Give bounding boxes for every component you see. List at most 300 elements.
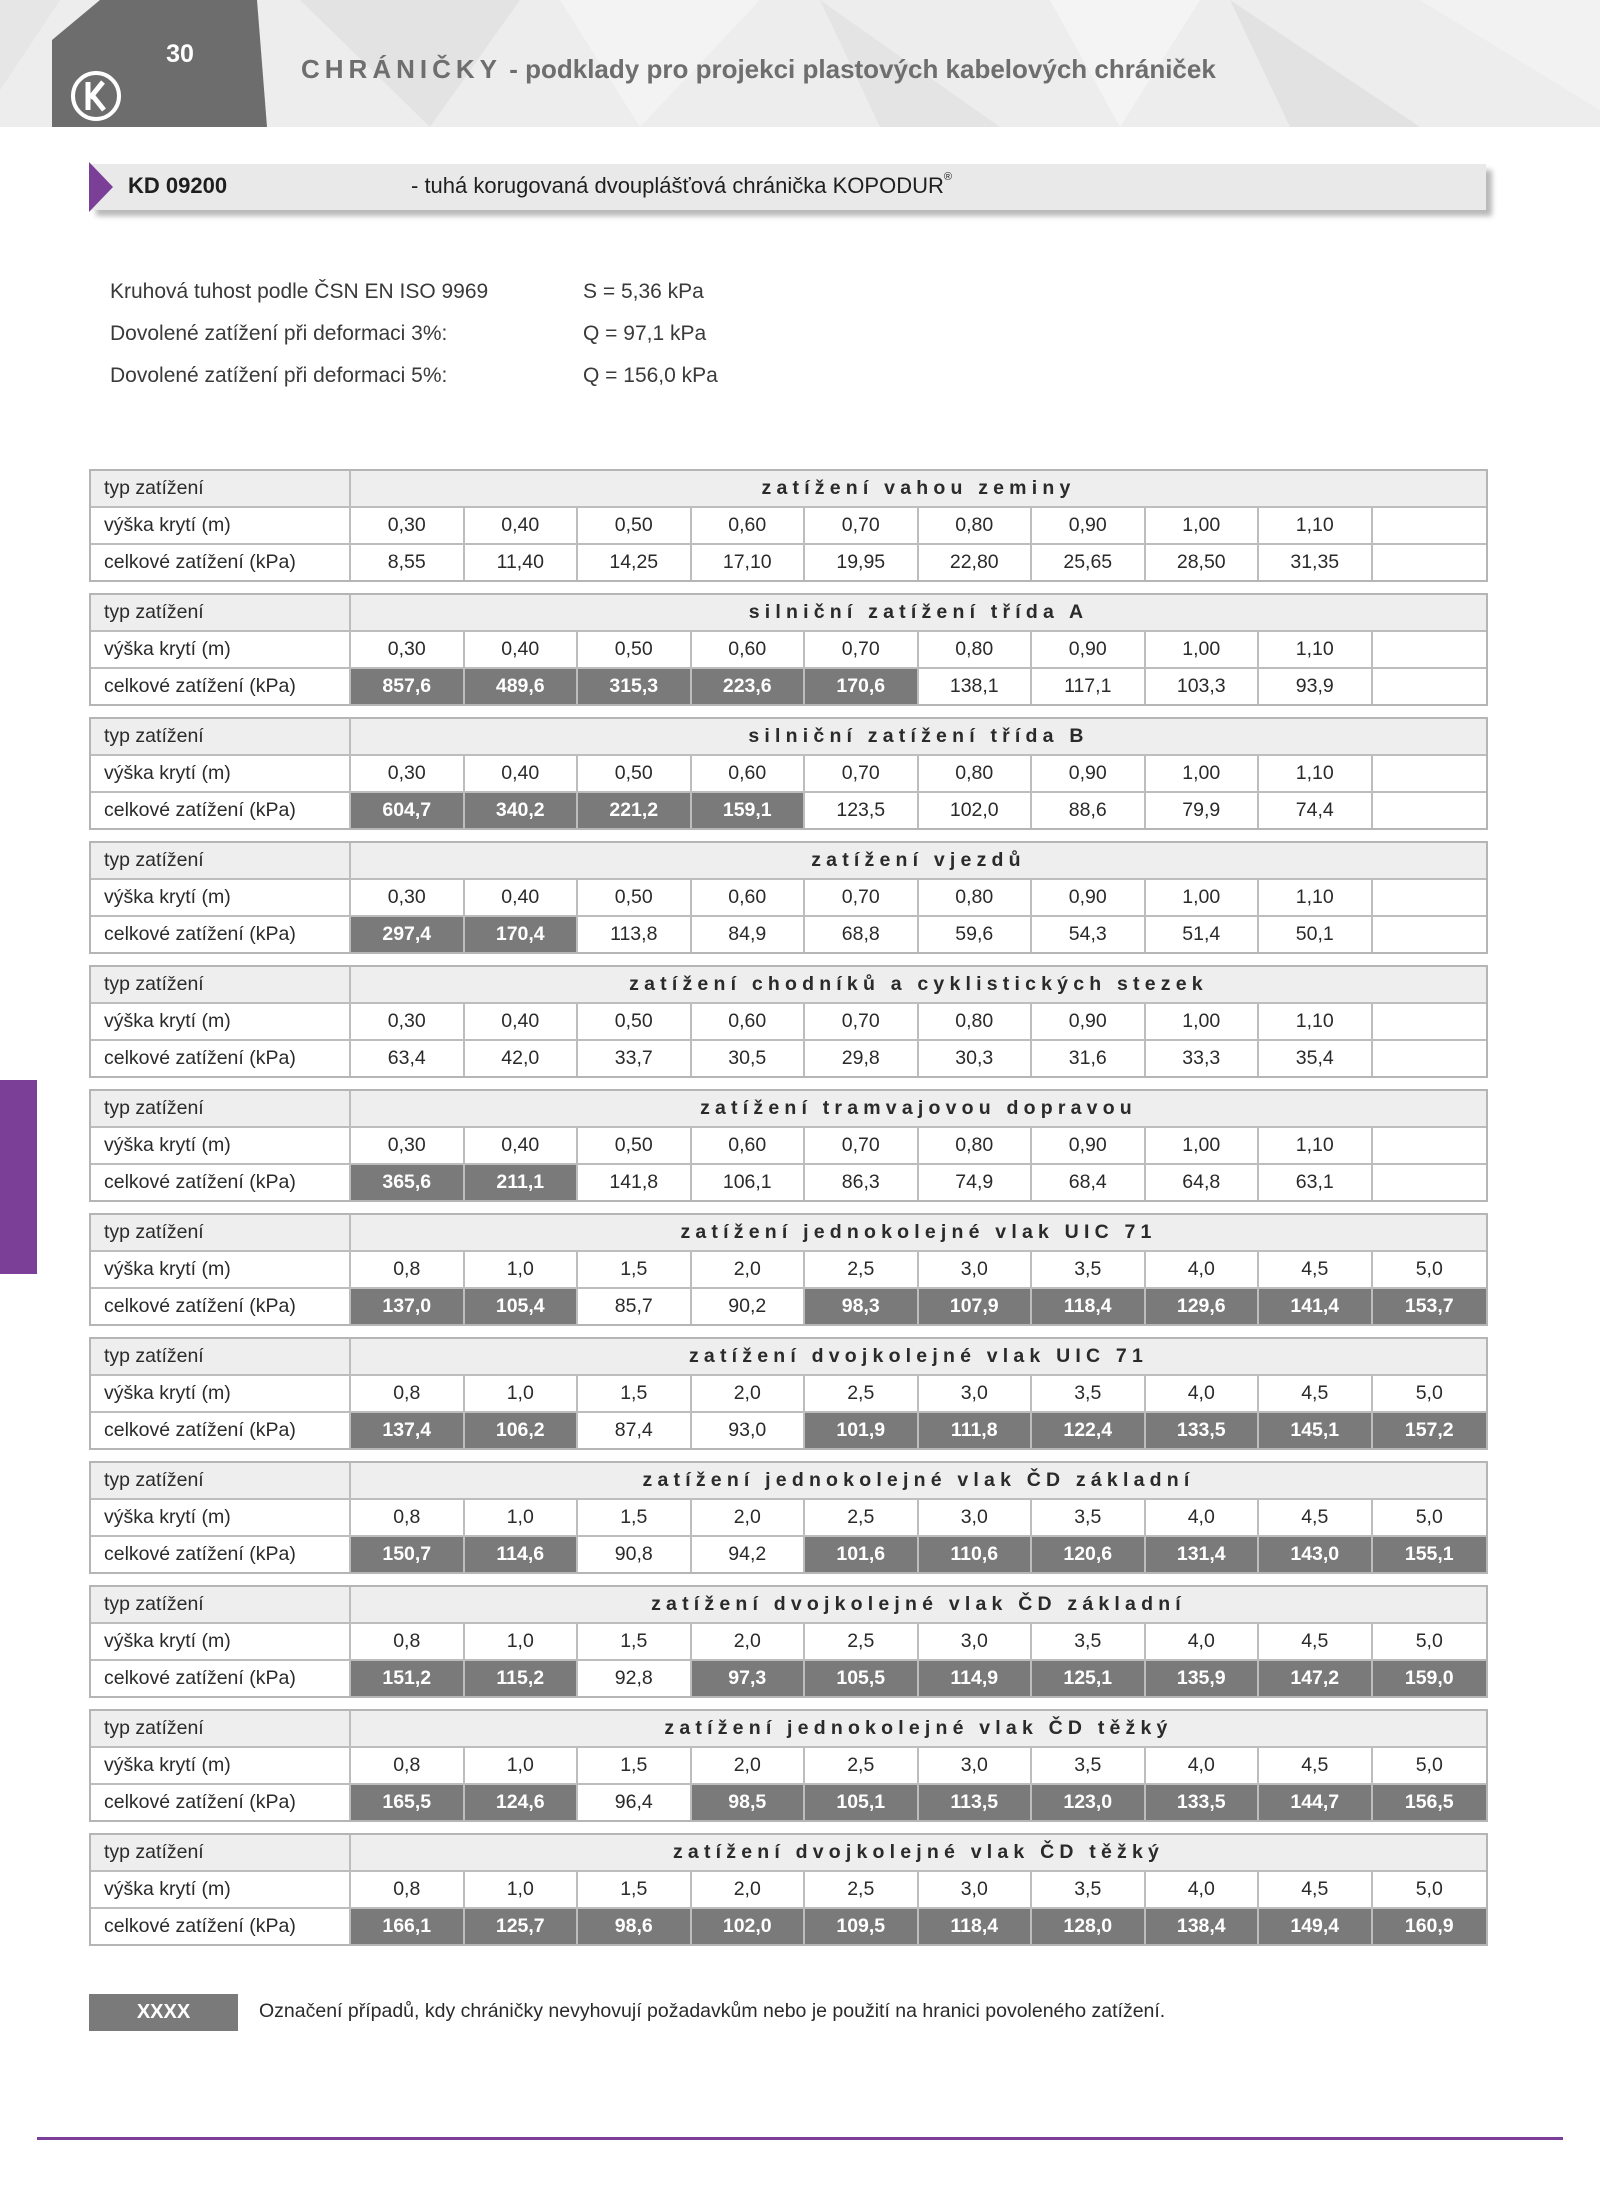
load-cell-highlighted: 128,0: [1032, 1909, 1146, 1944]
load-table: [89, 593, 1488, 706]
height-cell: 0,40: [465, 508, 579, 543]
height-cell: 5,0: [1415, 1630, 1443, 1652]
load-cell-highlighted: 340,2: [465, 793, 579, 828]
load-cell-highlighted: 159,0: [1373, 1661, 1487, 1696]
load-cell-highlighted: 150,7: [351, 1537, 465, 1572]
table-title: zatížení dvojkolejné vlak UIC 71: [688, 1345, 1148, 1367]
height-cell: 2,5: [805, 1376, 919, 1411]
table-row-type: [91, 595, 1486, 630]
height-cell: 3,5: [1032, 1376, 1146, 1411]
height-cell: 0,60: [692, 508, 806, 543]
height-cell: 0,80: [919, 1004, 1033, 1039]
row-label-type: typ zatížení: [91, 595, 351, 630]
table-row-load: [91, 1287, 1486, 1324]
load-table: [89, 717, 1488, 830]
table-row-type: [91, 1835, 1486, 1870]
registered-mark: ®: [943, 171, 952, 183]
legend-sample: XXXX: [89, 1994, 238, 2031]
height-cell: 1,00: [1146, 1128, 1260, 1163]
page-number: 30: [166, 40, 194, 68]
row-label-height: výška krytí (m): [91, 632, 351, 667]
load-cell-highlighted: 129,6: [1146, 1289, 1260, 1324]
height-cell: 1,0: [465, 1500, 579, 1535]
height-cell: 0,90: [1032, 756, 1146, 791]
row-label-total: celkové zatížení (kPa): [91, 1413, 351, 1448]
table-row-load: [91, 1411, 1486, 1448]
height-cell: 0,40: [465, 1004, 579, 1039]
height-cell: 0,90: [1032, 1004, 1146, 1039]
load-cell-highlighted: 115,2: [465, 1661, 579, 1696]
table-title: zatížení dvojkolejné vlak ČD těžký: [672, 1841, 1165, 1863]
load-cell: 74,4: [1259, 793, 1373, 828]
height-cell: 0,70: [805, 632, 919, 667]
height-cell: 1,10: [1259, 1004, 1373, 1039]
load-cell-highlighted: 297,4: [351, 917, 465, 952]
load-cell: 90,2: [692, 1289, 806, 1324]
load-cell-highlighted: 125,1: [1032, 1661, 1146, 1696]
height-cell: 4,0: [1146, 1376, 1260, 1411]
load-cell-highlighted: 604,7: [351, 793, 465, 828]
height-cell: 3,5: [1032, 1748, 1146, 1783]
load-cell: [1373, 1041, 1487, 1076]
row-label-total: celkové zatížení (kPa): [91, 1661, 351, 1696]
load-cell-highlighted: 160,9: [1373, 1909, 1487, 1944]
height-cell: 4,0: [1146, 1624, 1260, 1659]
load-cell: 92,8: [578, 1661, 692, 1696]
height-cell: 4,5: [1259, 1624, 1373, 1659]
load-cell-highlighted: 137,4: [351, 1413, 465, 1448]
height-cell: 2,5: [805, 1500, 919, 1535]
height-cell: 1,10: [1259, 632, 1373, 667]
load-cell-highlighted: 157,2: [1373, 1413, 1487, 1448]
load-cell-highlighted: 133,5: [1146, 1413, 1260, 1448]
height-cell: 0,50: [578, 508, 692, 543]
row-label-total: celkové zatížení (kPa): [91, 917, 351, 952]
height-cell: 0,60: [692, 756, 806, 791]
row-label-type: typ zatížení: [91, 1463, 351, 1498]
height-cell: [1373, 508, 1487, 543]
height-cell: 3,0: [919, 1500, 1033, 1535]
load-table: [89, 1585, 1488, 1698]
height-cell: 0,30: [351, 880, 465, 915]
table-title: zatížení vjezdů: [811, 849, 1026, 871]
height-cell: 0,90: [1032, 632, 1146, 667]
load-table: [89, 1337, 1488, 1450]
height-cell: 4,0: [1146, 1500, 1260, 1535]
load-cell-highlighted: 159,1: [692, 793, 806, 828]
load-cell: [1373, 793, 1487, 828]
height-cell: 2,0: [692, 1748, 806, 1783]
height-cell: 0,50: [578, 880, 692, 915]
row-label-total: celkové zatížení (kPa): [91, 1041, 351, 1076]
row-label-total: celkové zatížení (kPa): [91, 1165, 351, 1200]
spec-value: Q = 97,1 kPa: [583, 322, 707, 345]
height-cell: [1373, 632, 1487, 667]
height-cell: 0,30: [351, 508, 465, 543]
company-logo: [68, 68, 124, 124]
load-cell-highlighted: 137,0: [351, 1289, 465, 1324]
row-label-height: výška krytí (m): [91, 1128, 351, 1163]
load-cell: 17,10: [692, 545, 806, 580]
table-row-height: [91, 1374, 1486, 1411]
spec-label: Dovolené zatížení při deformaci 5%:: [110, 364, 448, 387]
height-cell: [1373, 756, 1487, 791]
table-row-height: [91, 1498, 1486, 1535]
height-cell: 0,8: [351, 1500, 465, 1535]
height-cell: 2,0: [692, 1872, 806, 1907]
row-label-height: výška krytí (m): [91, 1748, 351, 1783]
height-cell: 5,0: [1415, 1878, 1443, 1900]
height-cell: 1,0: [465, 1376, 579, 1411]
table-row-height: [91, 630, 1486, 667]
table-row-height: [91, 1126, 1486, 1163]
height-cell: 2,5: [805, 1252, 919, 1287]
height-cell: 1,00: [1146, 756, 1260, 791]
load-tables: [89, 469, 1488, 1946]
height-cell: 2,0: [692, 1624, 806, 1659]
height-cell: 1,5: [578, 1624, 692, 1659]
table-row-load: [91, 667, 1486, 704]
height-cell: 1,10: [1259, 508, 1373, 543]
load-cell-highlighted: 101,6: [805, 1537, 919, 1572]
load-table: [89, 965, 1488, 1078]
load-cell: 14,25: [578, 545, 692, 580]
table-row-type: [91, 1215, 1486, 1250]
height-cell: 1,10: [1259, 1128, 1373, 1163]
load-cell: 141,8: [578, 1165, 692, 1200]
table-row-load: [91, 791, 1486, 828]
load-cell: [1373, 917, 1487, 952]
spec-value: S = 5,36 kPa: [583, 280, 704, 303]
load-cell-highlighted: 123,0: [1032, 1785, 1146, 1820]
legend-text: Označení případů, kdy chráničky nevyhovují požadavkům nebo je použití na hranici povoleného zatížení.: [259, 2000, 1166, 2022]
table-row-load: [91, 543, 1486, 580]
load-cell-highlighted: 98,5: [692, 1785, 806, 1820]
load-cell-highlighted: 105,5: [805, 1661, 919, 1696]
load-cell-highlighted: 118,4: [919, 1909, 1033, 1944]
height-cell: 2,0: [692, 1252, 806, 1287]
load-cell: 85,7: [578, 1289, 692, 1324]
load-cell: 31,35: [1259, 545, 1373, 580]
load-cell-highlighted: 151,2: [351, 1661, 465, 1696]
load-cell: 54,3: [1032, 917, 1146, 952]
load-cell-highlighted: 135,9: [1146, 1661, 1260, 1696]
load-cell-highlighted: 114,6: [465, 1537, 579, 1572]
load-cell-highlighted: 166,1: [351, 1909, 465, 1944]
table-row-load: [91, 1659, 1486, 1696]
height-cell: [1373, 880, 1487, 915]
height-cell: 1,5: [578, 1748, 692, 1783]
height-cell: 4,5: [1259, 1500, 1373, 1535]
load-cell-highlighted: 101,9: [805, 1413, 919, 1448]
height-cell: 0,30: [351, 756, 465, 791]
row-label-height: výška krytí (m): [91, 1624, 351, 1659]
load-cell: 123,5: [805, 793, 919, 828]
height-cell: 1,0: [465, 1624, 579, 1659]
table-row-height: [91, 1870, 1486, 1907]
spec-label: Dovolené zatížení při deformaci 3%:: [110, 322, 448, 345]
load-cell: 94,2: [692, 1537, 806, 1572]
load-cell: 50,1: [1259, 917, 1373, 952]
table-row-height: [91, 878, 1486, 915]
load-cell: 86,3: [805, 1165, 919, 1200]
height-cell: 2,5: [805, 1748, 919, 1783]
product-arrow-icon: [89, 162, 113, 212]
row-label-height: výška krytí (m): [91, 880, 351, 915]
height-cell: 0,40: [465, 756, 579, 791]
load-cell: 33,7: [578, 1041, 692, 1076]
height-cell: 1,5: [578, 1376, 692, 1411]
load-cell-highlighted: 138,4: [1146, 1909, 1260, 1944]
load-cell: 30,5: [692, 1041, 806, 1076]
load-cell: 87,4: [578, 1413, 692, 1448]
height-cell: 0,30: [351, 1128, 465, 1163]
table-row-type: [91, 843, 1486, 878]
row-label-height: výška krytí (m): [91, 1500, 351, 1535]
row-label-type: typ zatížení: [91, 843, 351, 878]
load-cell-highlighted: 315,3: [578, 669, 692, 704]
load-table: [89, 1833, 1488, 1946]
row-label-total: celkové zatížení (kPa): [91, 1909, 351, 1944]
row-label-height: výška krytí (m): [91, 756, 351, 791]
height-cell: 0,40: [465, 880, 579, 915]
table-title: zatížení dvojkolejné vlak ČD základní: [651, 1593, 1186, 1615]
load-cell: 74,9: [919, 1165, 1033, 1200]
row-label-type: typ zatížení: [91, 1215, 351, 1250]
table-row-load: [91, 915, 1486, 952]
load-cell: 25,65: [1032, 545, 1146, 580]
load-cell: 19,95: [805, 545, 919, 580]
table-row-type: [91, 719, 1486, 754]
load-cell-highlighted: 105,4: [465, 1289, 579, 1324]
load-cell-highlighted: 113,5: [919, 1785, 1033, 1820]
load-cell: 33,3: [1146, 1041, 1260, 1076]
load-table: [89, 1213, 1488, 1326]
table-row-type: [91, 471, 1486, 506]
load-cell: 30,3: [919, 1041, 1033, 1076]
height-cell: 1,0: [465, 1748, 579, 1783]
height-cell: 1,0: [465, 1252, 579, 1287]
load-cell: 96,4: [578, 1785, 692, 1820]
footer-line: [37, 2137, 1563, 2140]
load-cell: 88,6: [1032, 793, 1146, 828]
load-cell: 29,8: [805, 1041, 919, 1076]
row-label-type: typ zatížení: [91, 1835, 351, 1870]
height-cell: 1,5: [578, 1500, 692, 1535]
load-cell-highlighted: 156,5: [1373, 1785, 1487, 1820]
height-cell: 0,70: [805, 1004, 919, 1039]
load-cell-highlighted: 857,6: [351, 669, 465, 704]
height-cell: 1,00: [1146, 632, 1260, 667]
height-cell: 0,80: [919, 880, 1033, 915]
spec-label: Kruhová tuhost podle ČSN EN ISO 9969: [110, 280, 489, 303]
load-cell-highlighted: 118,4: [1032, 1289, 1146, 1324]
height-cell: 0,8: [351, 1252, 465, 1287]
row-label-total: celkové zatížení (kPa): [91, 1289, 351, 1324]
load-cell: 11,40: [465, 545, 579, 580]
load-cell: 68,4: [1032, 1165, 1146, 1200]
height-cell: 4,5: [1259, 1872, 1373, 1907]
spec-value: Q = 156,0 kPa: [583, 364, 718, 387]
height-cell: 5,0: [1415, 1506, 1443, 1528]
load-cell: 28,50: [1146, 545, 1260, 580]
height-cell: 3,5: [1032, 1872, 1146, 1907]
load-cell-highlighted: 111,8: [919, 1413, 1033, 1448]
load-cell-highlighted: 143,0: [1259, 1537, 1373, 1572]
height-cell: 4,0: [1146, 1748, 1260, 1783]
height-cell: 0,80: [919, 508, 1033, 543]
table-title: zatížení tramvajovou dopravou: [700, 1097, 1137, 1119]
height-cell: 0,70: [805, 508, 919, 543]
load-cell-highlighted: 365,6: [351, 1165, 465, 1200]
height-cell: 3,0: [919, 1872, 1033, 1907]
load-table: [89, 1089, 1488, 1202]
table-title: zatížení chodníků a cyklistických stezek: [629, 973, 1208, 995]
product-description-text: - tuhá korugovaná dvouplášťová chránička KOPODUR: [411, 173, 944, 198]
load-cell: 93,9: [1259, 669, 1373, 704]
table-row-load: [91, 1907, 1486, 1944]
load-cell-highlighted: 122,4: [1032, 1413, 1146, 1448]
load-cell: 138,1: [919, 669, 1033, 704]
load-cell-highlighted: 221,2: [578, 793, 692, 828]
load-cell: 93,0: [692, 1413, 806, 1448]
height-cell: 2,5: [805, 1624, 919, 1659]
height-cell: 0,30: [351, 632, 465, 667]
load-cell-highlighted: 106,2: [465, 1413, 579, 1448]
table-title: zatížení vahou zeminy: [761, 477, 1076, 499]
load-cell: 64,8: [1146, 1165, 1260, 1200]
load-cell: 102,0: [919, 793, 1033, 828]
row-label-height: výška krytí (m): [91, 508, 351, 543]
height-cell: 0,30: [351, 1004, 465, 1039]
load-table: [89, 1709, 1488, 1822]
product-description: [411, 173, 952, 199]
load-cell-highlighted: 223,6: [692, 669, 806, 704]
table-title: zatížení jednokolejné vlak ČD základní: [642, 1469, 1195, 1491]
table-title: silniční zatížení třída B: [748, 725, 1089, 747]
height-cell: 0,50: [578, 756, 692, 791]
height-cell: 3,5: [1032, 1500, 1146, 1535]
height-cell: 0,8: [351, 1872, 465, 1907]
load-cell-highlighted: 489,6: [465, 669, 579, 704]
product-code: KD 09200: [128, 173, 228, 198]
height-cell: 3,5: [1032, 1624, 1146, 1659]
height-cell: 3,0: [919, 1748, 1033, 1783]
row-label-type: typ zatížení: [91, 1711, 351, 1746]
height-cell: 0,90: [1032, 880, 1146, 915]
height-cell: 0,60: [692, 1128, 806, 1163]
load-cell: 35,4: [1259, 1041, 1373, 1076]
load-cell-highlighted: 155,1: [1373, 1537, 1487, 1572]
page-title: [301, 54, 1216, 85]
row-label-type: typ zatížení: [91, 1587, 351, 1622]
height-cell: 5,0: [1415, 1754, 1443, 1776]
load-table: [89, 841, 1488, 954]
height-cell: [1373, 1004, 1487, 1039]
row-label-type: typ zatížení: [91, 967, 351, 1002]
load-table: [89, 469, 1488, 582]
row-label-height: výška krytí (m): [91, 1004, 351, 1039]
load-table: [89, 1461, 1488, 1574]
height-cell: 0,70: [805, 756, 919, 791]
load-cell-highlighted: 153,7: [1373, 1289, 1487, 1324]
load-cell: 90,8: [578, 1537, 692, 1572]
row-label-type: typ zatížení: [91, 719, 351, 754]
table-row-height: [91, 1622, 1486, 1659]
load-cell: 51,4: [1146, 917, 1260, 952]
table-row-load: [91, 1039, 1486, 1076]
table-row-load: [91, 1163, 1486, 1200]
load-cell-highlighted: 149,4: [1259, 1909, 1373, 1944]
table-title: zatížení jednokolejné vlak UIC 71: [680, 1221, 1157, 1243]
load-cell: 117,1: [1032, 669, 1146, 704]
height-cell: 4,0: [1146, 1872, 1260, 1907]
page-title-lead: CHRÁNIČKY: [301, 54, 502, 84]
height-cell: 1,10: [1259, 756, 1373, 791]
row-label-total: celkové zatížení (kPa): [91, 545, 351, 580]
load-cell: 42,0: [465, 1041, 579, 1076]
row-label-type: typ zatížení: [91, 1091, 351, 1126]
height-cell: 0,80: [919, 632, 1033, 667]
height-cell: [1373, 1128, 1487, 1163]
load-cell: [1373, 545, 1487, 580]
height-cell: 1,00: [1146, 1004, 1260, 1039]
height-cell: 4,5: [1259, 1376, 1373, 1411]
height-cell: 0,8: [351, 1376, 465, 1411]
table-row-type: [91, 1463, 1486, 1498]
load-cell-highlighted: 110,6: [919, 1537, 1033, 1572]
load-cell: 68,8: [805, 917, 919, 952]
height-cell: 1,5: [578, 1872, 692, 1907]
height-cell: 0,8: [351, 1624, 465, 1659]
load-cell-highlighted: 211,1: [465, 1165, 579, 1200]
height-cell: 4,0: [1146, 1252, 1260, 1287]
height-cell: 1,5: [578, 1252, 692, 1287]
load-cell-highlighted: 144,7: [1259, 1785, 1373, 1820]
height-cell: 0,60: [692, 880, 806, 915]
height-cell: 5,0: [1415, 1258, 1443, 1280]
row-label-total: celkové zatížení (kPa): [91, 1785, 351, 1820]
load-cell-highlighted: 145,1: [1259, 1413, 1373, 1448]
height-cell: 0,8: [351, 1748, 465, 1783]
height-cell: 0,40: [465, 1128, 579, 1163]
load-cell: 63,1: [1259, 1165, 1373, 1200]
height-cell: 2,0: [692, 1376, 806, 1411]
load-cell-highlighted: 98,3: [805, 1289, 919, 1324]
load-cell: 84,9: [692, 917, 806, 952]
height-cell: 3,0: [919, 1624, 1033, 1659]
load-cell-highlighted: 97,3: [692, 1661, 806, 1696]
table-row-height: [91, 1002, 1486, 1039]
height-cell: 0,50: [578, 1128, 692, 1163]
load-cell-highlighted: 102,0: [692, 1909, 806, 1944]
load-cell-highlighted: 124,6: [465, 1785, 579, 1820]
load-cell: 113,8: [578, 917, 692, 952]
side-tab-marker: [0, 1080, 37, 1274]
height-cell: 0,90: [1032, 508, 1146, 543]
height-cell: 1,00: [1146, 880, 1260, 915]
row-label-height: výška krytí (m): [91, 1252, 351, 1287]
load-cell-highlighted: 107,9: [919, 1289, 1033, 1324]
load-cell-highlighted: 165,5: [351, 1785, 465, 1820]
table-row-height: [91, 506, 1486, 543]
row-label-total: celkové zatížení (kPa): [91, 1537, 351, 1572]
height-cell: 0,80: [919, 756, 1033, 791]
row-label-height: výška krytí (m): [91, 1376, 351, 1411]
load-cell-highlighted: 141,4: [1259, 1289, 1373, 1324]
height-cell: 5,0: [1415, 1382, 1443, 1404]
load-cell: 103,3: [1146, 669, 1260, 704]
